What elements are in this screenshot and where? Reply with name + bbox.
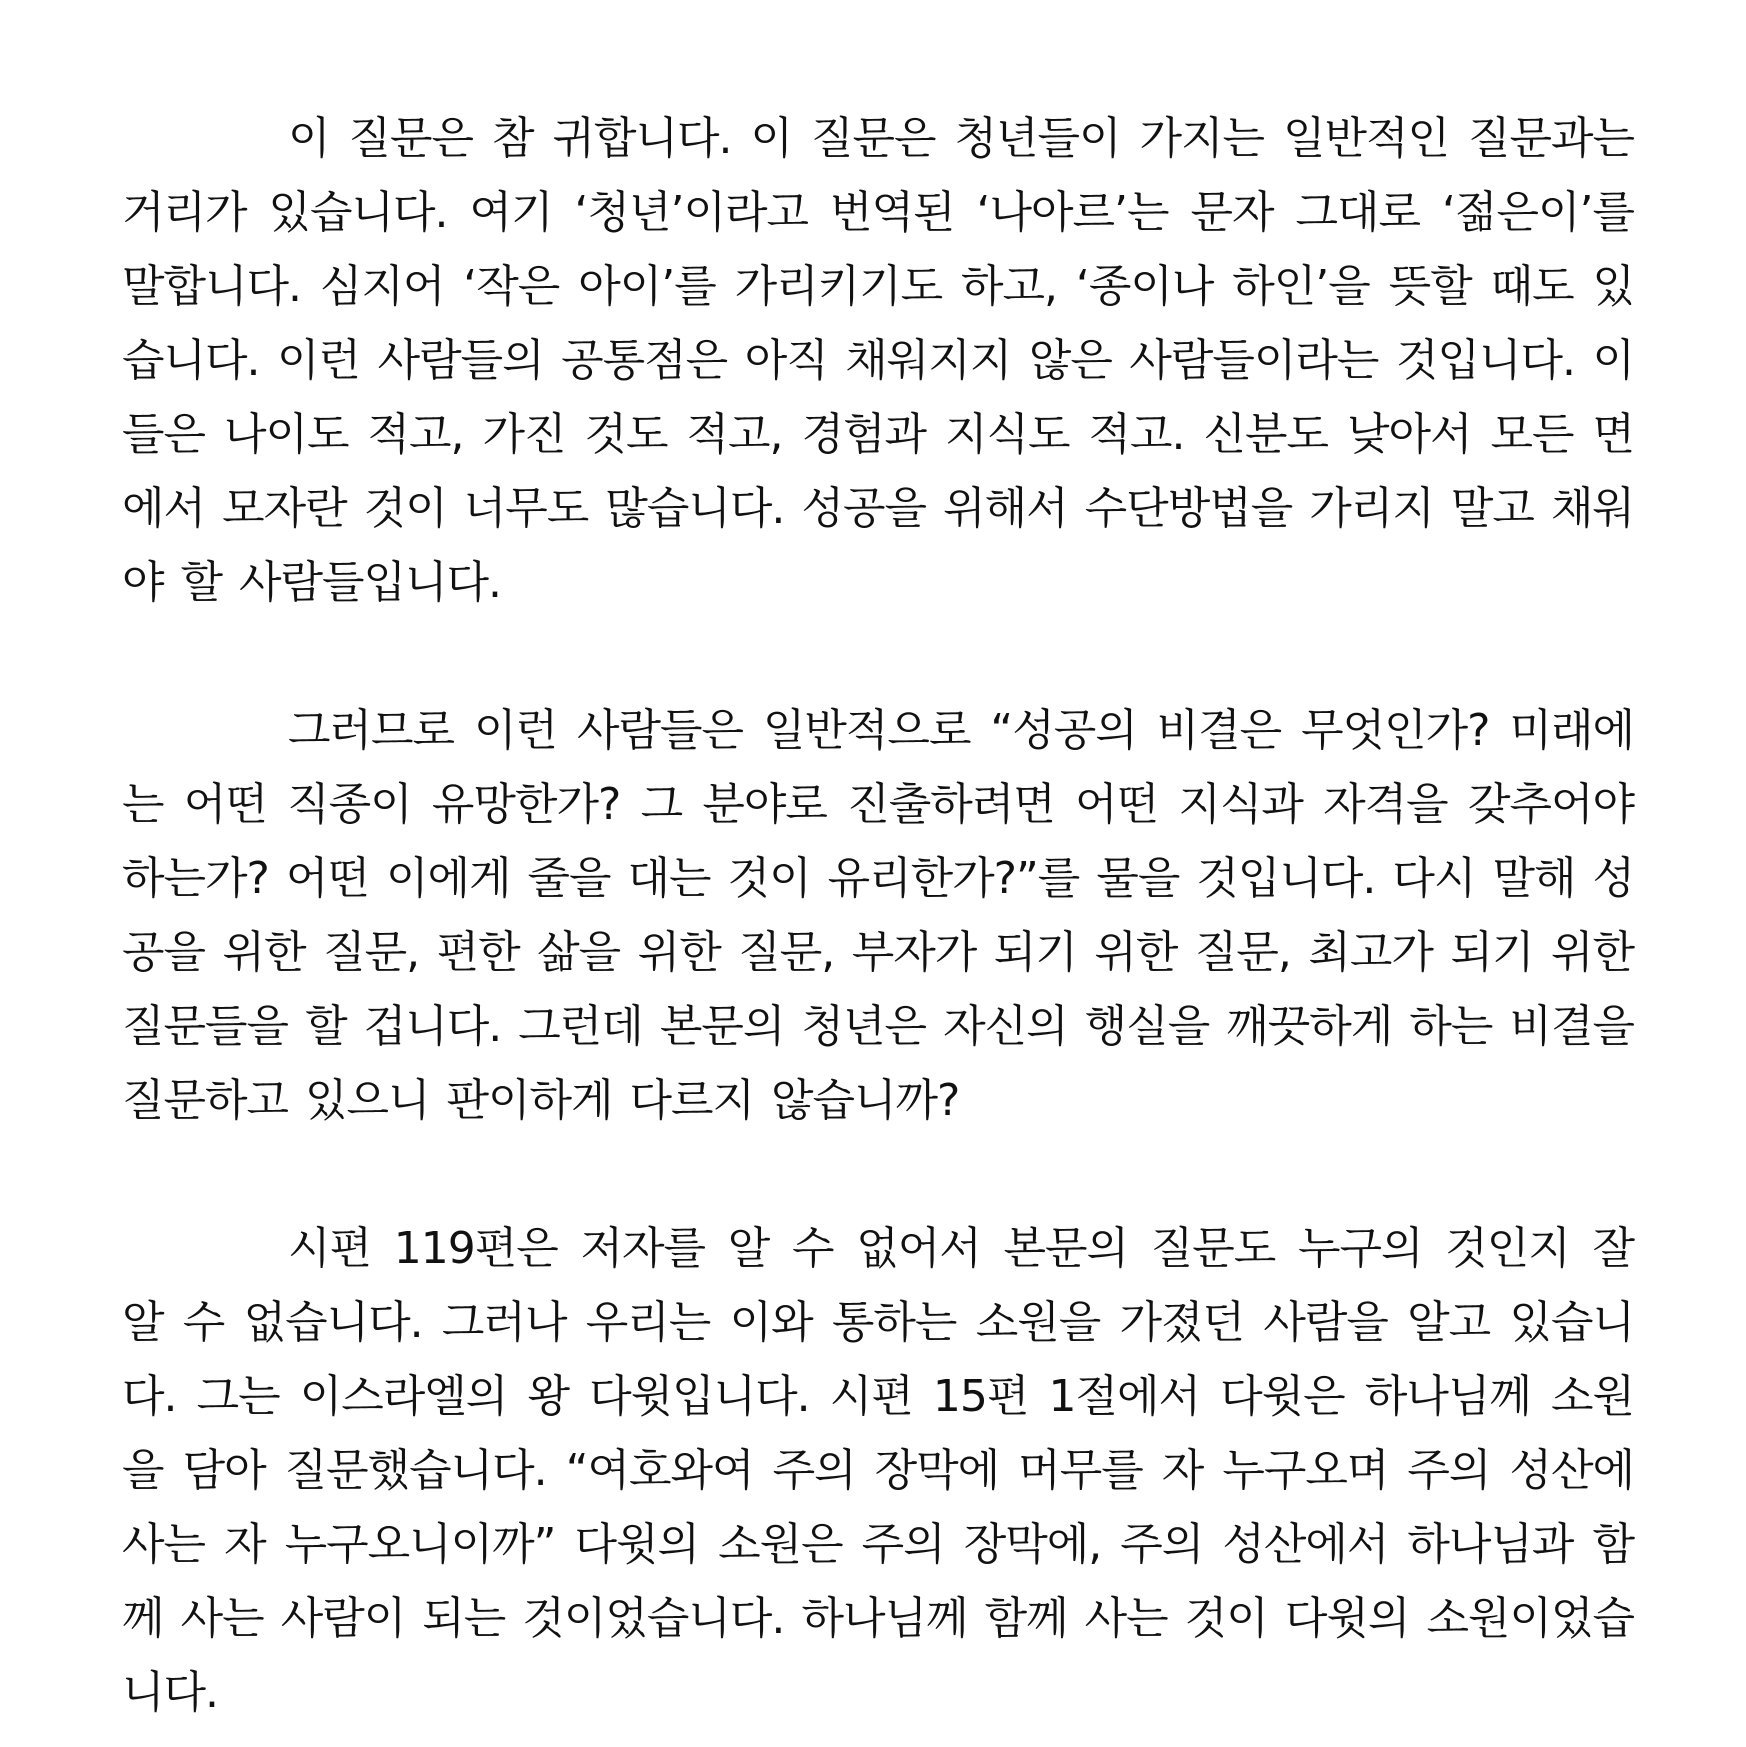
document-page	[122, 102, 1634, 1730]
paragraph-2: 그러므로 이런 사람들은 일반적으로 “성공의 비결은 무엇인가? 미래에는 어떤 직종이 유망한가? 그 분야로 진출하려면 어떤 지식과 자격을 갖추어야 하는가? 어떤 이에게 줄을 대는 것이 유리한가?”를 물을 것입니다. 다시 말해 성공을 위한 질문, 편한 삶을 위한 질문, 부자가 되기 위한 질문, 최고가 되기 위한 질문들을 할 겁니다. 그런데 본문의 청년은 자신의 행실을 깨끗하게 하는 비결을 질문하고 있으니 판이하게 다르지 않습니까?	[122, 705, 1634, 1126]
paragraph-1: 이 질문은 참 귀합니다. 이 질문은 청년들이 가지는 일반적인 질문과는 거리가 있습니다. 여기 ‘청년’이라고 번역된 ‘나아르’는 문자 그대로 ‘젊은이’를 말합니다. 심지어 ‘작은 아이’를 가리키기도 하고, ‘종이나 하인’을 뜻할 때도 있습니다. 이런 사람들의 공통점은 아직 채워지지 않은 사람들이라는 것입니다. 이들은 나이도 적고, 가진 것도 적고, 경험과 지식도 적고. 신분도 낮아서 모든 면에서 모자란 것이 너무도 많습니다. 성공을 위해서 수단방법을 가리지 말고 채워야 할 사람들입니다.	[122, 113, 1634, 608]
paragraph-3: 시편 119편은 저자를 알 수 없어서 본문의 질문도 누구의 것인지 잘 알 수 없습니다. 그러나 우리는 이와 통하는 소원을 가졌던 사람을 알고 있습니다. 그는 이스라엘의 왕 다윗입니다. 시편 15편 1절에서 다윗은 하나님께 소원을 담아 질문했습니다. “여호와여 주의 장막에 머무를 자 누구오며 주의 성산에 사는 자 누구오니이까” 다윗의 소원은 주의 장막에, 주의 성산에서 하나님과 함께 사는 사람이 되는 것이었습니다. 하나님께 함께 사는 것이 다윗의 소원이었습니다.	[122, 1223, 1634, 1718]
